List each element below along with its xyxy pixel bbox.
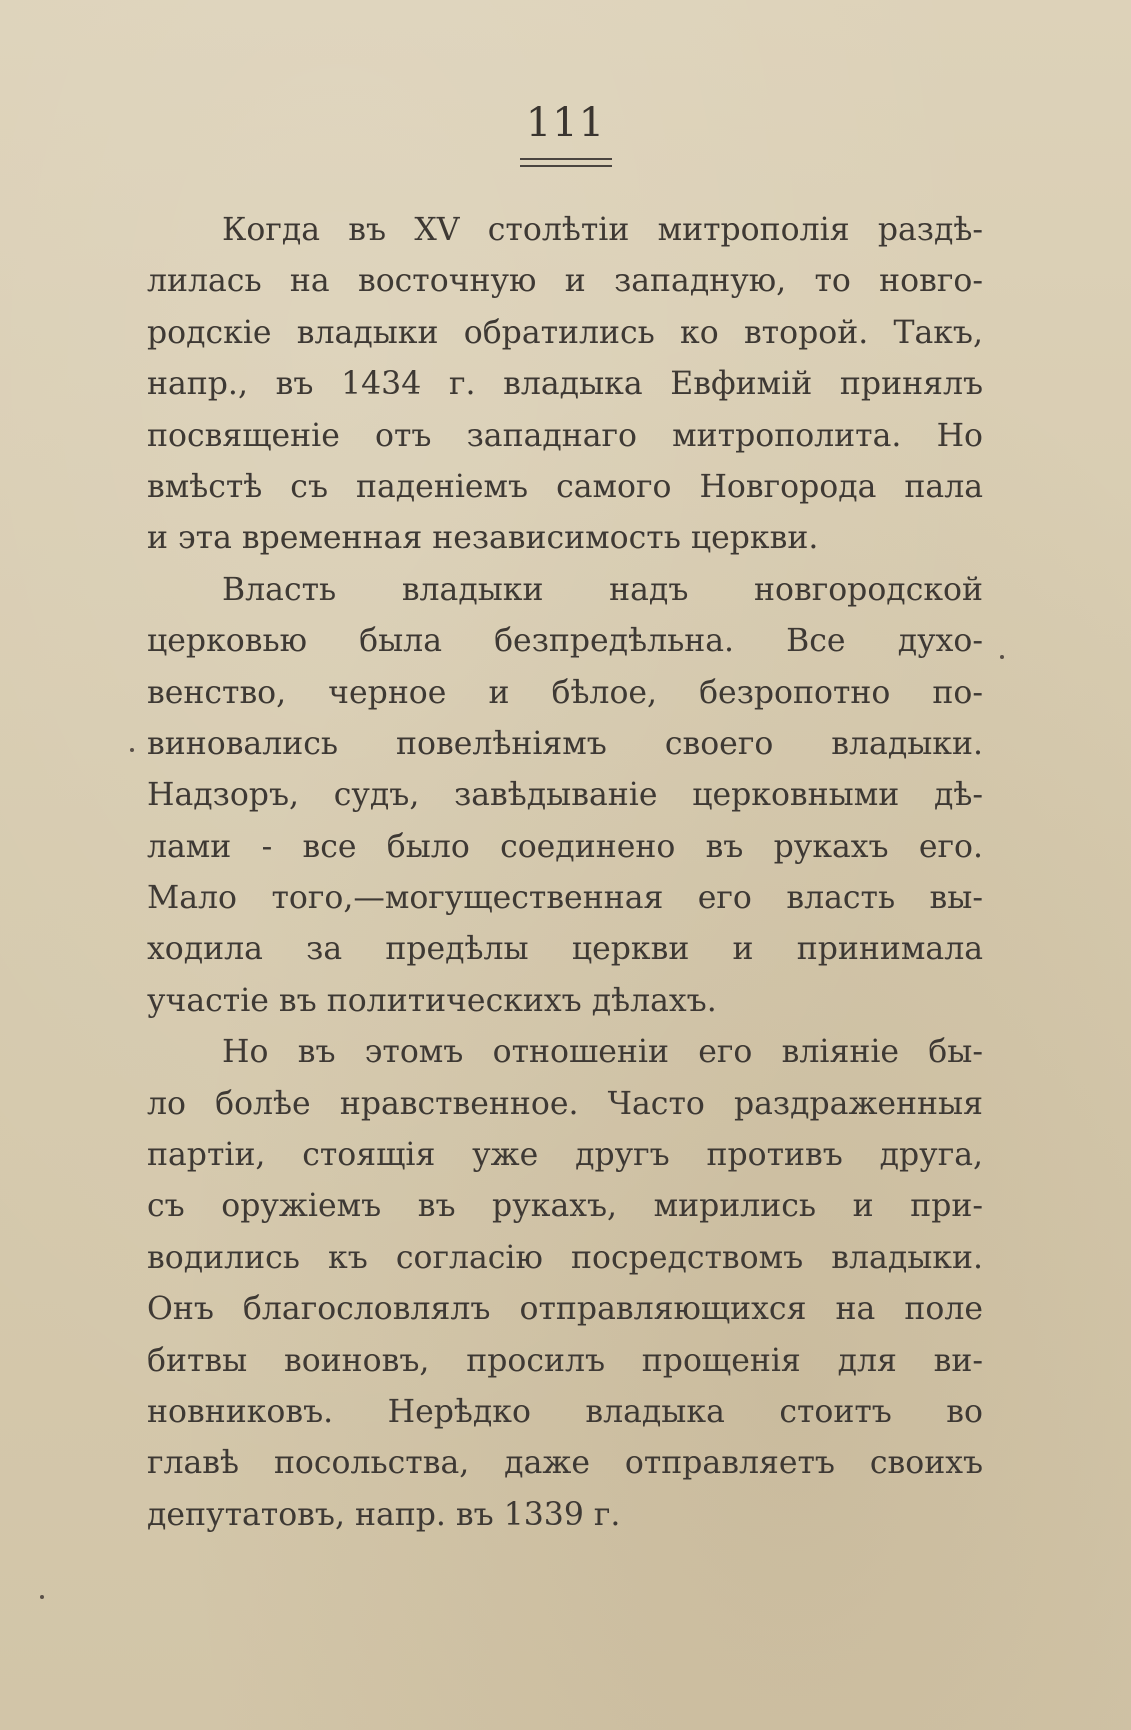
- text-line: вмѣстѣ съ паденіемъ самого Новгорода пала: [147, 468, 983, 505]
- text-line: Власть владыки надъ новгородской: [222, 571, 983, 608]
- text-line: церковью была безпредѣльна. Все духо-: [147, 623, 983, 660]
- text-line: главѣ посольства, даже отправляетъ своихъ: [147, 1445, 983, 1482]
- text-line: Но въ этомъ отношеніи его вліяніе бы-: [222, 1034, 983, 1071]
- text-line: ло болѣе нравственное. Часто раздраженныя: [147, 1085, 983, 1122]
- print-speck: [130, 748, 134, 752]
- body-text: [147, 205, 983, 1541]
- text-line: Онъ благословлялъ отправляющихся на поле: [147, 1291, 983, 1328]
- text-line: партіи, стоящія уже другъ противъ друга,: [147, 1137, 983, 1174]
- text-line: венство, черное и бѣлое, безропотно по-: [147, 674, 983, 711]
- print-speck: [1000, 655, 1004, 659]
- text-line: ходила за предѣлы церкви и принимала: [147, 931, 983, 968]
- text-line: депутатовъ, напр. въ 1339 г.: [147, 1496, 621, 1533]
- text-line: водились къ согласію посредствомъ владыки.: [147, 1239, 983, 1276]
- page-number-rule-top: [520, 158, 612, 160]
- text-line: съ оружіемъ въ рукахъ, мирились и при-: [147, 1188, 983, 1225]
- page-number: 111: [525, 100, 606, 146]
- text-line: напр., въ 1434 г. владыка Евфимій принялъ: [147, 366, 983, 403]
- text-line: виновались повелѣніямъ своего владыки.: [147, 725, 983, 762]
- text-line: и эта временная независимость церкви.: [147, 520, 819, 557]
- text-line: Мало того,—могущественная его власть вы-: [147, 880, 983, 917]
- text-line: лилась на восточную и западную, то новго-: [147, 263, 983, 300]
- text-line: новниковъ. Нерѣдко владыка стоитъ во: [147, 1393, 983, 1430]
- text-line: участіе въ политическихъ дѣлахъ.: [147, 982, 717, 1019]
- page-number-rule-bottom: [520, 165, 612, 167]
- text-line: лами - все было соединено въ рукахъ его.: [147, 828, 983, 865]
- text-line: Надзоръ, судъ, завѣдываніе церковными дѣ-: [147, 777, 983, 814]
- print-speck: [40, 1595, 44, 1599]
- text-line: битвы воиновъ, просилъ прощенія для ви-: [147, 1342, 983, 1379]
- text-line: Когда въ XV столѣтіи митрополія раздѣ-: [222, 212, 983, 248]
- text-line: родскіе владыки обратились ко второй. Такъ,: [147, 314, 983, 351]
- text-line: посвященіе отъ западнаго митрополита. Но: [147, 417, 983, 454]
